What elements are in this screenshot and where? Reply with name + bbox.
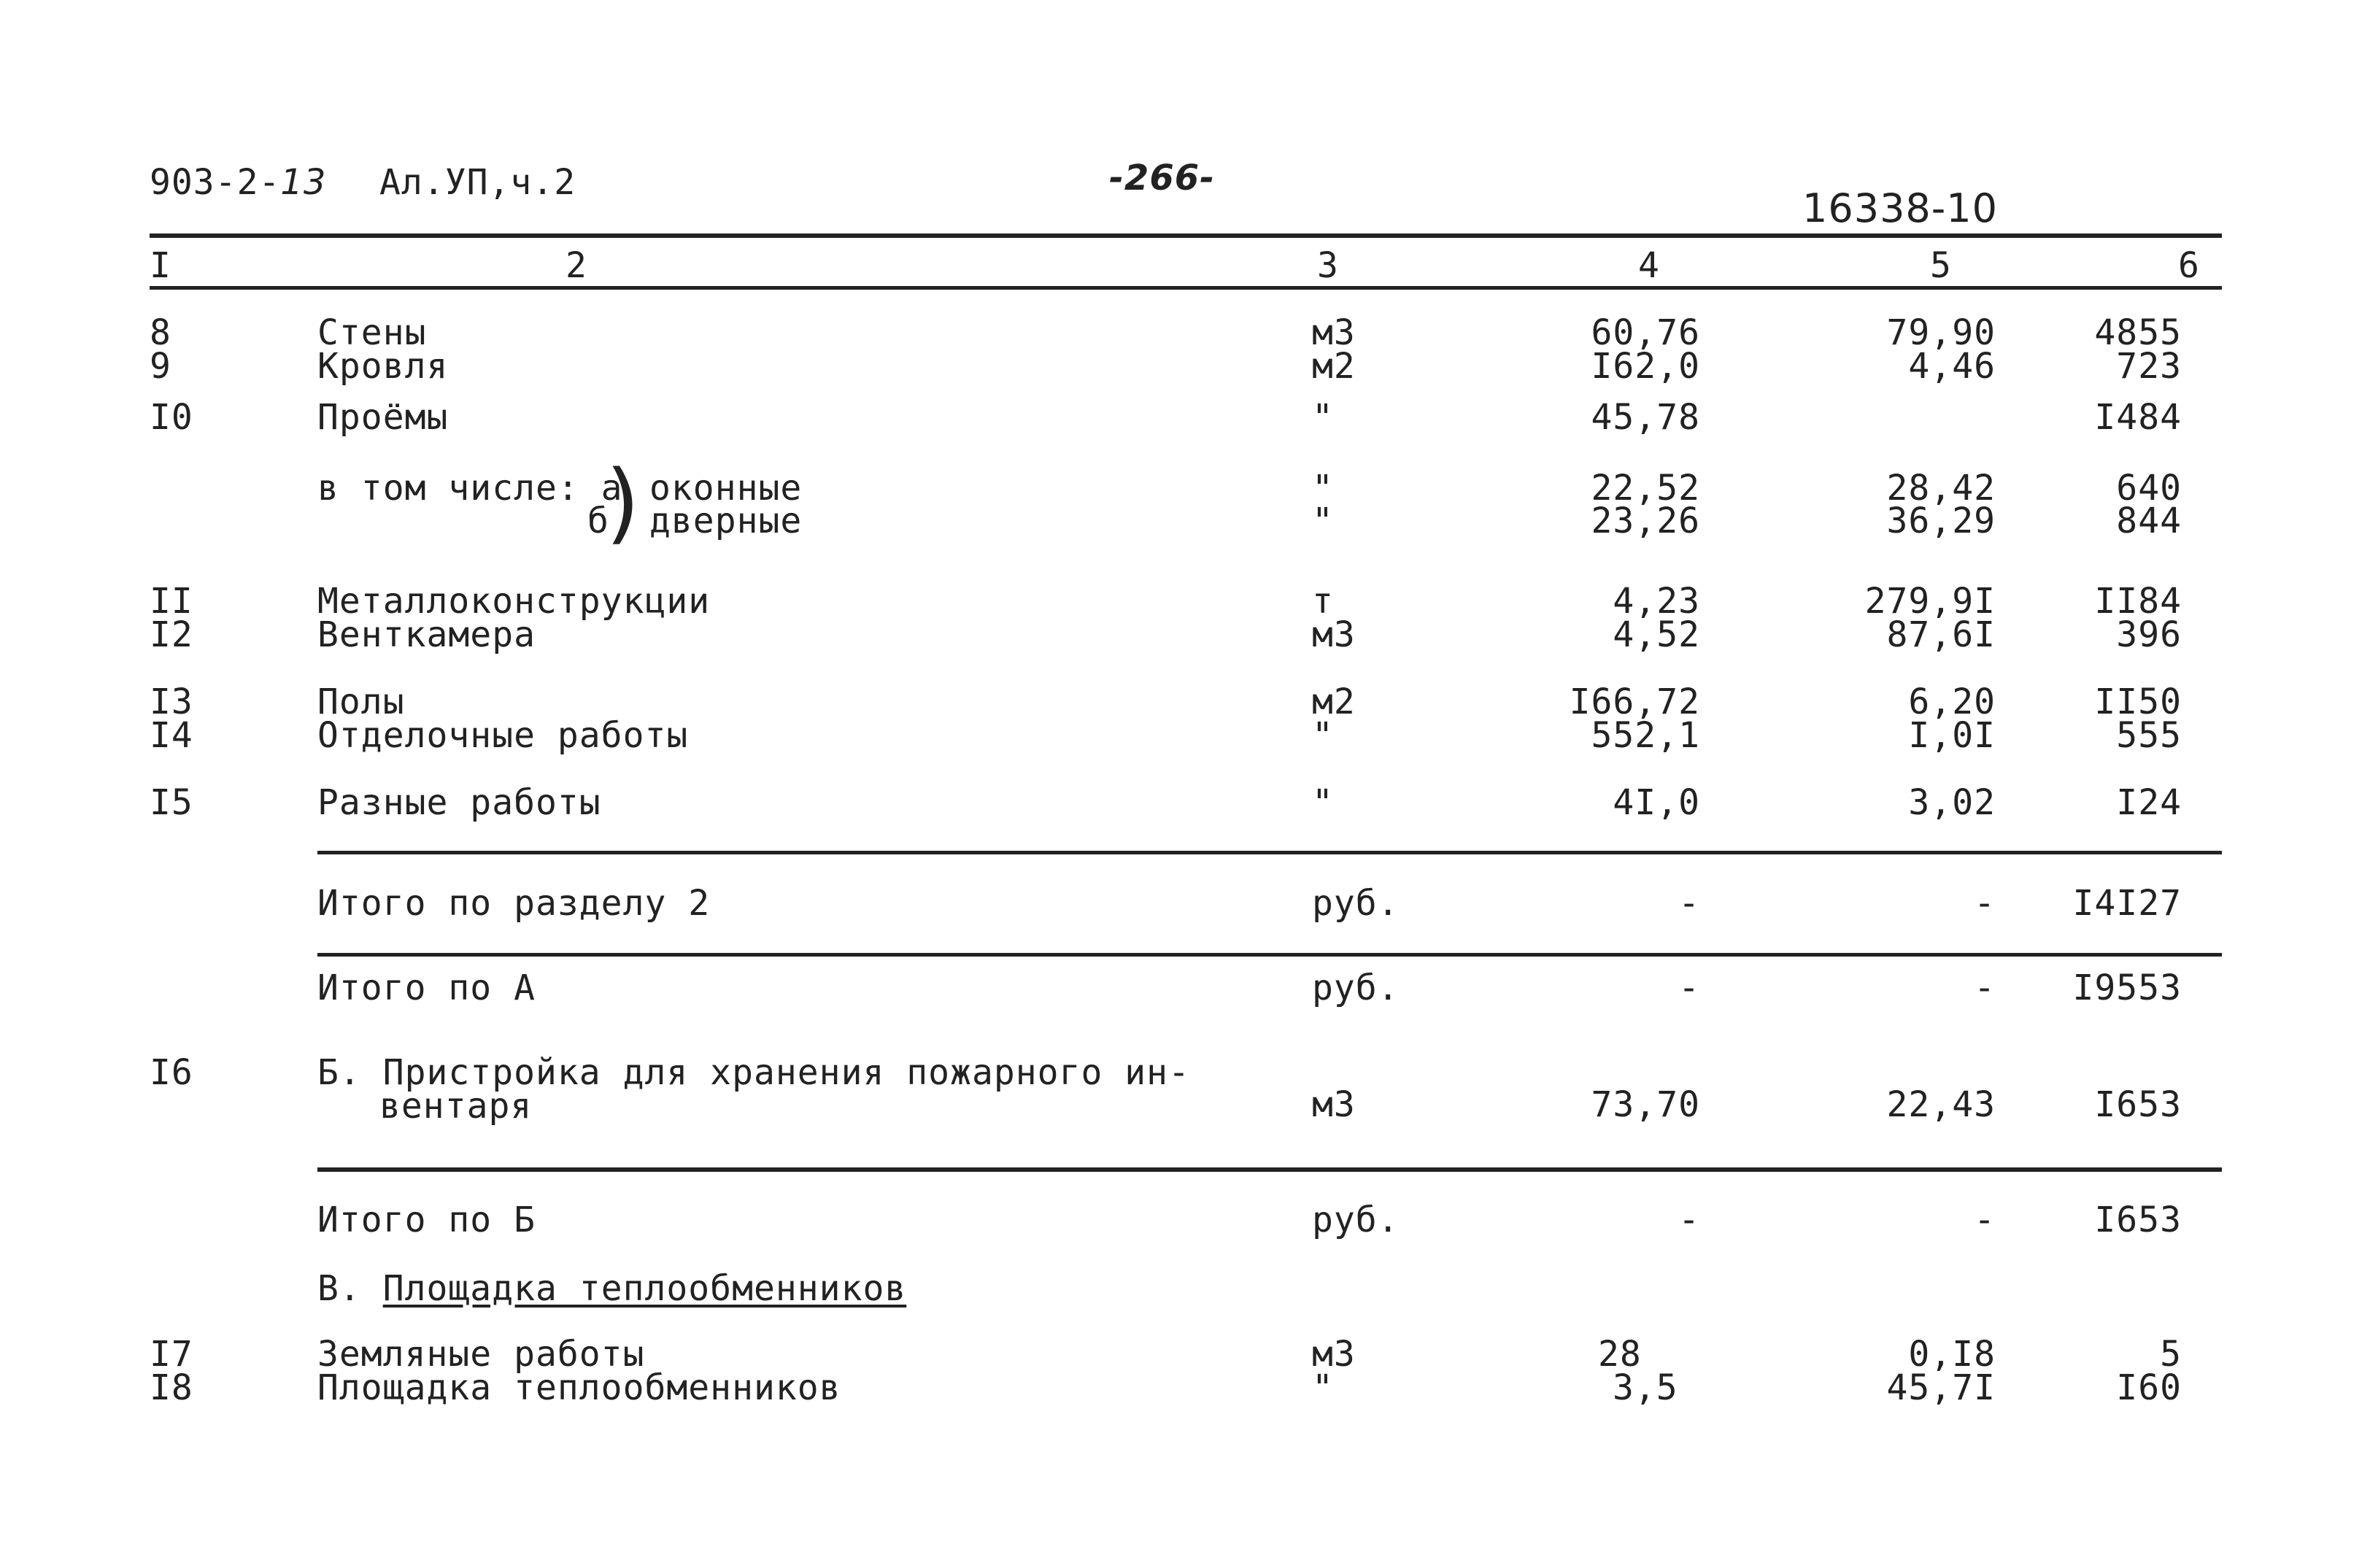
row-qty: 60,76 (1591, 312, 1700, 353)
subtotal-price: - (1974, 968, 1996, 1008)
subtotal-total: I9553 (2072, 968, 2182, 1008)
row-no: I5 (150, 782, 193, 823)
row-total: 723 (2116, 346, 2182, 387)
row-price: 22,43 (1886, 1084, 1996, 1125)
row-no: I6 (150, 1052, 193, 1093)
subtotal-price: - (1974, 1200, 1996, 1240)
row-total: 5 (2160, 1334, 2182, 1375)
row-name: в том числе: а (317, 468, 623, 509)
col-header-1: I (150, 245, 171, 286)
row-name: Полы (317, 681, 405, 722)
row-total: I60 (2116, 1367, 2182, 1408)
row-price: I,0I (1908, 715, 1996, 756)
row-qty: I62,0 (1591, 346, 1700, 387)
row-name: Венткамера (317, 614, 536, 655)
row-qty: 4,52 (1613, 614, 1700, 655)
subtotal-qty: - (1678, 1200, 1700, 1240)
row-no: I3 (150, 681, 193, 722)
row-price: 3,02 (1908, 782, 1996, 823)
row-total: I24 (2116, 782, 2182, 823)
col-header-4: 4 (1638, 245, 1660, 286)
row-name: Б. Пристройка для хранения пожарного ин- (317, 1052, 1190, 1093)
row-total: II50 (2094, 681, 2182, 722)
row-total: 844 (2116, 501, 2182, 541)
subtotal-qty: - (1678, 968, 1700, 1008)
row-no: I8 (150, 1367, 193, 1408)
row-qty: 23,26 (1591, 501, 1700, 541)
row-unit: " (1312, 468, 1334, 509)
row-name: Проёмы (317, 397, 449, 438)
row-unit: м3 (1312, 1334, 1356, 1375)
row-name: Отделочные работы (317, 715, 689, 756)
row-qty: 4,23 (1613, 581, 1700, 622)
row-name: б (587, 501, 609, 541)
row-unit: м3 (1312, 312, 1356, 353)
row-total: 396 (2116, 614, 2182, 655)
row-name: Металлоконструкции (317, 581, 711, 622)
header-bottom-rule (150, 286, 2222, 290)
page-number: -266- (1109, 158, 1216, 198)
row-no: 9 (150, 346, 171, 387)
doc-code: 903-2-13 (150, 162, 327, 203)
col-header-6: 6 (2178, 245, 2200, 286)
col-header-3: 3 (1317, 245, 1339, 286)
section-rule (317, 1167, 2222, 1172)
row-unit: " (1312, 1367, 1334, 1408)
row-price: 87,6I (1886, 614, 1996, 655)
row-name-continued: вентаря (379, 1086, 533, 1127)
section-rule (317, 851, 2222, 854)
row-no: I7 (150, 1334, 193, 1375)
section-rule (317, 953, 2222, 957)
row-unit: " (1312, 397, 1334, 438)
row-no: I0 (150, 397, 193, 438)
row-qty: 22,52 (1591, 468, 1700, 509)
row-total: II84 (2094, 581, 2182, 622)
subtotal-label: Итого по Б (317, 1200, 536, 1240)
row-price: 45,7I (1886, 1367, 1996, 1408)
row-unit: м3 (1312, 1084, 1356, 1125)
row-total: 555 (2116, 715, 2182, 756)
row-price: 28,42 (1886, 468, 1996, 509)
row-total: I484 (2094, 397, 2182, 438)
row-unit: " (1312, 501, 1334, 541)
row-unit: т (1312, 581, 1334, 622)
subtotal-unit: руб. (1312, 1200, 1400, 1240)
col-header-2: 2 (566, 245, 587, 286)
row-unit: м3 (1312, 614, 1356, 655)
row-total: I653 (2094, 1084, 2182, 1125)
row-price: 0,I8 (1908, 1334, 1996, 1375)
row-qty: 28 (1598, 1334, 1642, 1375)
row-total: 4855 (2094, 312, 2182, 353)
row-subname: оконные (649, 468, 803, 509)
row-total: 640 (2116, 468, 2182, 509)
row-name: Разные работы (317, 782, 601, 823)
row-price: 279,9I (1864, 581, 1996, 622)
stamp-number: 16338-10 (1802, 185, 1998, 231)
row-unit: м2 (1312, 346, 1356, 387)
row-qty: I66,72 (1569, 681, 1700, 722)
subtotal-qty: - (1678, 883, 1700, 924)
row-no: 8 (150, 312, 171, 353)
row-unit: м2 (1312, 681, 1356, 722)
row-price: 79,90 (1886, 312, 1996, 353)
row-qty: 45,78 (1591, 397, 1700, 438)
album-ref: Ал.УП,ч.2 (379, 162, 576, 203)
row-qty: 552,1 (1591, 715, 1700, 756)
row-name: Площадка теплообменников (317, 1367, 841, 1408)
row-no: II (150, 581, 193, 622)
brace-bracket: ) (606, 452, 640, 554)
col-header-5: 5 (1930, 245, 1952, 286)
row-name: Земляные работы (317, 1334, 645, 1375)
subtotal-price: - (1974, 883, 1996, 924)
row-unit: " (1312, 782, 1334, 823)
subtotal-unit: руб. (1312, 883, 1400, 924)
row-price: 36,29 (1886, 501, 1996, 541)
row-name: Стены (317, 312, 427, 353)
section-v-heading: В. Площадка теплообменников (317, 1268, 907, 1309)
row-qty: 4I,0 (1613, 782, 1700, 823)
subtotal-total: I653 (2094, 1200, 2182, 1240)
table-top-rule (150, 233, 2222, 238)
subtotal-total: I4I27 (2072, 883, 2182, 924)
row-qty: 73,70 (1591, 1084, 1700, 1125)
row-no: I2 (150, 614, 193, 655)
row-price: 4,46 (1908, 346, 1996, 387)
subtotal-label: Итого по разделу 2 (317, 883, 711, 924)
row-unit: " (1312, 715, 1334, 756)
subtotal-unit: руб. (1312, 968, 1400, 1008)
row-qty: 3,5 (1613, 1367, 1678, 1408)
row-name: Кровля (317, 346, 449, 387)
row-price: 6,20 (1908, 681, 1996, 722)
row-subname: дверные (649, 501, 803, 541)
subtotal-label: Итого по А (317, 968, 536, 1008)
row-no: I4 (150, 715, 193, 756)
